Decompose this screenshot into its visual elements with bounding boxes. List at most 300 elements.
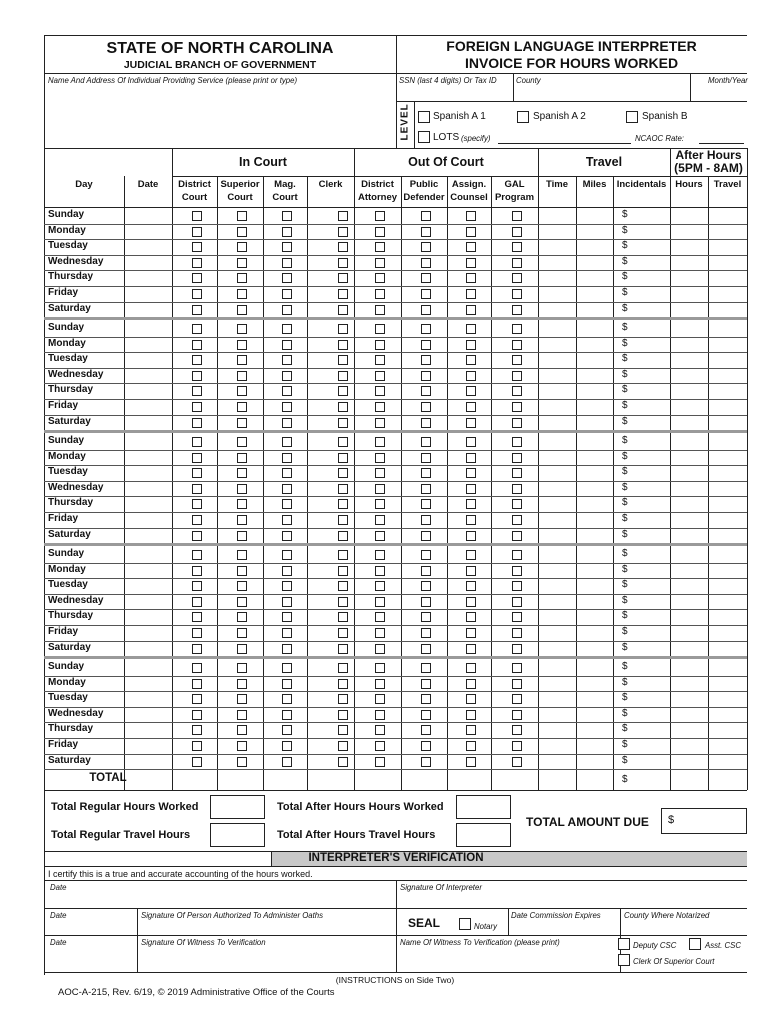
service-checkbox[interactable] — [237, 725, 247, 735]
service-checkbox[interactable] — [375, 644, 385, 654]
service-checkbox[interactable] — [512, 644, 522, 654]
service-checkbox[interactable] — [237, 402, 247, 412]
service-checkbox[interactable] — [282, 242, 292, 252]
service-checkbox[interactable] — [421, 371, 431, 381]
service-checkbox[interactable] — [375, 566, 385, 576]
service-checkbox[interactable] — [192, 324, 202, 334]
service-checkbox[interactable] — [192, 644, 202, 654]
service-checkbox[interactable] — [237, 531, 247, 541]
service-checkbox[interactable] — [466, 597, 476, 607]
service-checkbox[interactable] — [237, 386, 247, 396]
service-checkbox[interactable] — [375, 289, 385, 299]
service-checkbox[interactable] — [338, 418, 348, 428]
service-checkbox[interactable] — [192, 402, 202, 412]
service-checkbox[interactable] — [512, 499, 522, 509]
service-checkbox[interactable] — [282, 741, 292, 751]
service-checkbox[interactable] — [375, 741, 385, 751]
service-checkbox[interactable] — [338, 211, 348, 221]
service-checkbox[interactable] — [421, 628, 431, 638]
service-checkbox[interactable] — [466, 694, 476, 704]
service-checkbox[interactable] — [512, 289, 522, 299]
service-checkbox[interactable] — [421, 305, 431, 315]
service-checkbox[interactable] — [192, 227, 202, 237]
service-checkbox[interactable] — [192, 258, 202, 268]
service-checkbox[interactable] — [375, 211, 385, 221]
service-checkbox[interactable] — [466, 757, 476, 767]
service-checkbox[interactable] — [421, 612, 431, 622]
service-checkbox[interactable] — [282, 305, 292, 315]
service-checkbox[interactable] — [375, 663, 385, 673]
service-checkbox[interactable] — [237, 679, 247, 689]
service-checkbox[interactable] — [421, 694, 431, 704]
service-checkbox[interactable] — [338, 628, 348, 638]
service-checkbox[interactable] — [282, 663, 292, 673]
service-checkbox[interactable] — [282, 418, 292, 428]
spanish-b-checkbox[interactable] — [626, 111, 638, 123]
service-checkbox[interactable] — [237, 355, 247, 365]
service-checkbox[interactable] — [466, 242, 476, 252]
service-checkbox[interactable] — [421, 355, 431, 365]
service-checkbox[interactable] — [338, 694, 348, 704]
service-checkbox[interactable] — [512, 258, 522, 268]
service-checkbox[interactable] — [375, 484, 385, 494]
service-checkbox[interactable] — [466, 211, 476, 221]
service-checkbox[interactable] — [338, 550, 348, 560]
service-checkbox[interactable] — [282, 550, 292, 560]
service-checkbox[interactable] — [466, 402, 476, 412]
service-checkbox[interactable] — [338, 386, 348, 396]
service-checkbox[interactable] — [192, 550, 202, 560]
service-checkbox[interactable] — [282, 468, 292, 478]
service-checkbox[interactable] — [421, 741, 431, 751]
service-checkbox[interactable] — [466, 679, 476, 689]
service-checkbox[interactable] — [192, 386, 202, 396]
service-checkbox[interactable] — [192, 725, 202, 735]
incidentals-dollar: $ — [622, 369, 628, 380]
service-checkbox[interactable] — [512, 468, 522, 478]
service-checkbox[interactable] — [338, 725, 348, 735]
spanish-a2-checkbox[interactable] — [517, 111, 529, 123]
service-checkbox[interactable] — [466, 566, 476, 576]
service-checkbox[interactable] — [338, 710, 348, 720]
lots-input-line[interactable] — [498, 143, 631, 144]
service-checkbox[interactable] — [512, 663, 522, 673]
service-checkbox[interactable] — [421, 757, 431, 767]
service-checkbox[interactable] — [466, 386, 476, 396]
service-checkbox[interactable] — [512, 757, 522, 767]
service-checkbox[interactable] — [512, 418, 522, 428]
service-checkbox[interactable] — [512, 597, 522, 607]
service-checkbox[interactable] — [421, 418, 431, 428]
service-checkbox[interactable] — [338, 258, 348, 268]
service-checkbox[interactable] — [375, 402, 385, 412]
service-checkbox[interactable] — [237, 289, 247, 299]
service-checkbox[interactable] — [375, 694, 385, 704]
service-checkbox[interactable] — [421, 242, 431, 252]
service-checkbox[interactable] — [282, 273, 292, 283]
service-checkbox[interactable] — [421, 273, 431, 283]
service-checkbox[interactable] — [512, 515, 522, 525]
service-checkbox[interactable] — [421, 386, 431, 396]
service-checkbox[interactable] — [466, 499, 476, 509]
service-checkbox[interactable] — [466, 324, 476, 334]
service-checkbox[interactable] — [338, 305, 348, 315]
service-checkbox[interactable] — [466, 663, 476, 673]
service-checkbox[interactable] — [375, 710, 385, 720]
service-checkbox[interactable] — [282, 628, 292, 638]
service-checkbox[interactable] — [375, 757, 385, 767]
service-checkbox[interactable] — [282, 531, 292, 541]
service-checkbox[interactable] — [512, 550, 522, 560]
service-checkbox[interactable] — [375, 227, 385, 237]
total-regular-hours-box[interactable] — [210, 795, 265, 819]
service-checkbox[interactable] — [466, 741, 476, 751]
service-checkbox[interactable] — [512, 453, 522, 463]
service-checkbox[interactable] — [421, 340, 431, 350]
service-checkbox[interactable] — [192, 355, 202, 365]
service-checkbox[interactable] — [338, 242, 348, 252]
service-checkbox[interactable] — [192, 437, 202, 447]
service-checkbox[interactable] — [512, 710, 522, 720]
service-checkbox[interactable] — [421, 289, 431, 299]
service-checkbox[interactable] — [237, 612, 247, 622]
service-checkbox[interactable] — [282, 289, 292, 299]
service-checkbox[interactable] — [375, 386, 385, 396]
service-checkbox[interactable] — [512, 484, 522, 494]
service-checkbox[interactable] — [375, 679, 385, 689]
service-checkbox[interactable] — [237, 757, 247, 767]
service-checkbox[interactable] — [237, 371, 247, 381]
service-checkbox[interactable] — [192, 612, 202, 622]
service-checkbox[interactable] — [512, 566, 522, 576]
service-checkbox[interactable] — [237, 418, 247, 428]
service-checkbox[interactable] — [466, 581, 476, 591]
service-checkbox[interactable] — [466, 273, 476, 283]
service-checkbox[interactable] — [192, 597, 202, 607]
total-after-hours-box[interactable] — [456, 795, 511, 819]
service-checkbox[interactable] — [512, 355, 522, 365]
service-checkbox[interactable] — [466, 612, 476, 622]
service-checkbox[interactable] — [237, 663, 247, 673]
lots-checkbox[interactable] — [418, 131, 430, 143]
service-checkbox[interactable] — [421, 566, 431, 576]
service-checkbox[interactable] — [466, 258, 476, 268]
service-checkbox[interactable] — [421, 644, 431, 654]
service-checkbox[interactable] — [338, 612, 348, 622]
service-checkbox[interactable] — [338, 663, 348, 673]
service-checkbox[interactable] — [375, 515, 385, 525]
total-regular-travel-box[interactable] — [210, 823, 265, 847]
service-checkbox[interactable] — [512, 581, 522, 591]
service-checkbox[interactable] — [466, 628, 476, 638]
service-checkbox[interactable] — [338, 227, 348, 237]
service-checkbox[interactable] — [282, 386, 292, 396]
service-checkbox[interactable] — [375, 612, 385, 622]
after-hours-header: After Hours — [675, 148, 742, 162]
service-checkbox[interactable] — [421, 515, 431, 525]
service-checkbox[interactable] — [375, 340, 385, 350]
service-checkbox[interactable] — [512, 340, 522, 350]
service-checkbox[interactable] — [192, 741, 202, 751]
spanish-a1-checkbox[interactable] — [418, 111, 430, 123]
service-checkbox[interactable] — [282, 679, 292, 689]
service-checkbox[interactable] — [192, 499, 202, 509]
service-checkbox[interactable] — [192, 694, 202, 704]
service-checkbox[interactable] — [466, 289, 476, 299]
service-checkbox[interactable] — [192, 531, 202, 541]
service-checkbox[interactable] — [192, 628, 202, 638]
service-checkbox[interactable] — [466, 515, 476, 525]
service-checkbox[interactable] — [282, 227, 292, 237]
service-checkbox[interactable] — [192, 453, 202, 463]
service-checkbox[interactable] — [421, 550, 431, 560]
ncaoc-rate-input-line[interactable] — [699, 143, 744, 144]
notary-checkbox[interactable] — [459, 918, 471, 930]
service-checkbox[interactable] — [375, 628, 385, 638]
service-checkbox[interactable] — [338, 566, 348, 576]
service-checkbox[interactable] — [192, 468, 202, 478]
service-checkbox[interactable] — [421, 468, 431, 478]
service-checkbox[interactable] — [192, 289, 202, 299]
service-checkbox[interactable] — [512, 371, 522, 381]
service-checkbox[interactable] — [282, 644, 292, 654]
service-checkbox[interactable] — [466, 437, 476, 447]
service-checkbox[interactable] — [192, 757, 202, 767]
name-witness-label: Name Of Witness To Verification (please print) — [400, 938, 560, 947]
service-checkbox[interactable] — [192, 371, 202, 381]
service-checkbox[interactable] — [466, 644, 476, 654]
service-checkbox[interactable] — [338, 355, 348, 365]
service-checkbox[interactable] — [237, 515, 247, 525]
service-checkbox[interactable] — [466, 355, 476, 365]
name-address-input[interactable] — [45, 86, 395, 147]
service-checkbox[interactable] — [421, 324, 431, 334]
service-checkbox[interactable] — [421, 437, 431, 447]
service-checkbox[interactable] — [421, 258, 431, 268]
service-checkbox[interactable] — [192, 710, 202, 720]
service-checkbox[interactable] — [237, 710, 247, 720]
service-checkbox[interactable] — [512, 531, 522, 541]
service-checkbox[interactable] — [282, 211, 292, 221]
total-amount-due-box[interactable] — [661, 808, 747, 834]
service-checkbox[interactable] — [282, 710, 292, 720]
service-checkbox[interactable] — [421, 499, 431, 509]
service-checkbox[interactable] — [512, 242, 522, 252]
service-checkbox[interactable] — [338, 371, 348, 381]
service-checkbox[interactable] — [512, 437, 522, 447]
service-checkbox[interactable] — [512, 305, 522, 315]
service-checkbox[interactable] — [282, 499, 292, 509]
service-checkbox[interactable] — [282, 453, 292, 463]
service-checkbox[interactable] — [237, 581, 247, 591]
service-checkbox[interactable] — [375, 324, 385, 334]
service-checkbox[interactable] — [466, 340, 476, 350]
service-checkbox[interactable] — [282, 484, 292, 494]
service-checkbox[interactable] — [282, 402, 292, 412]
service-checkbox[interactable] — [421, 581, 431, 591]
service-checkbox[interactable] — [237, 741, 247, 751]
service-checkbox[interactable] — [338, 484, 348, 494]
service-checkbox[interactable] — [421, 227, 431, 237]
service-checkbox[interactable] — [192, 418, 202, 428]
asst-csc-checkbox[interactable] — [689, 938, 701, 950]
service-checkbox[interactable] — [421, 484, 431, 494]
service-checkbox[interactable] — [237, 468, 247, 478]
service-checkbox[interactable] — [192, 242, 202, 252]
service-checkbox[interactable] — [192, 484, 202, 494]
service-checkbox[interactable] — [512, 227, 522, 237]
service-checkbox[interactable] — [237, 324, 247, 334]
service-checkbox[interactable] — [237, 305, 247, 315]
service-checkbox[interactable] — [512, 628, 522, 638]
service-checkbox[interactable] — [466, 418, 476, 428]
service-checkbox[interactable] — [338, 679, 348, 689]
service-checkbox[interactable] — [375, 597, 385, 607]
service-checkbox[interactable] — [237, 258, 247, 268]
service-checkbox[interactable] — [512, 402, 522, 412]
service-checkbox[interactable] — [466, 227, 476, 237]
service-checkbox[interactable] — [466, 710, 476, 720]
service-checkbox[interactable] — [466, 725, 476, 735]
service-checkbox[interactable] — [466, 468, 476, 478]
service-checkbox[interactable] — [338, 741, 348, 751]
service-checkbox[interactable] — [338, 757, 348, 767]
service-checkbox[interactable] — [237, 273, 247, 283]
total-after-travel-box[interactable] — [456, 823, 511, 847]
service-checkbox[interactable] — [512, 741, 522, 751]
col-header-2: District — [178, 179, 211, 190]
service-checkbox[interactable] — [338, 340, 348, 350]
deputy-csc-checkbox[interactable] — [618, 938, 630, 950]
service-checkbox[interactable] — [421, 710, 431, 720]
service-checkbox[interactable] — [282, 515, 292, 525]
service-checkbox[interactable] — [375, 273, 385, 283]
service-checkbox[interactable] — [237, 597, 247, 607]
service-checkbox[interactable] — [237, 499, 247, 509]
service-checkbox[interactable] — [375, 550, 385, 560]
service-checkbox[interactable] — [237, 340, 247, 350]
service-checkbox[interactable] — [282, 757, 292, 767]
service-checkbox[interactable] — [282, 612, 292, 622]
service-checkbox[interactable] — [282, 355, 292, 365]
service-checkbox[interactable] — [237, 242, 247, 252]
service-checkbox[interactable] — [375, 305, 385, 315]
service-checkbox[interactable] — [237, 453, 247, 463]
service-checkbox[interactable] — [512, 612, 522, 622]
service-checkbox[interactable] — [192, 581, 202, 591]
service-checkbox[interactable] — [338, 402, 348, 412]
service-checkbox[interactable] — [375, 468, 385, 478]
service-checkbox[interactable] — [237, 211, 247, 221]
service-checkbox[interactable] — [192, 566, 202, 576]
service-checkbox[interactable] — [466, 305, 476, 315]
service-checkbox[interactable] — [375, 725, 385, 735]
service-checkbox[interactable] — [282, 566, 292, 576]
service-checkbox[interactable] — [375, 371, 385, 381]
service-checkbox[interactable] — [338, 289, 348, 299]
service-checkbox[interactable] — [192, 340, 202, 350]
service-checkbox[interactable] — [192, 211, 202, 221]
service-checkbox[interactable] — [375, 355, 385, 365]
service-checkbox[interactable] — [375, 581, 385, 591]
service-checkbox[interactable] — [421, 453, 431, 463]
service-checkbox[interactable] — [421, 679, 431, 689]
service-checkbox[interactable] — [237, 694, 247, 704]
service-checkbox[interactable] — [282, 694, 292, 704]
service-checkbox[interactable] — [338, 644, 348, 654]
service-checkbox[interactable] — [375, 242, 385, 252]
service-checkbox[interactable] — [282, 324, 292, 334]
service-checkbox[interactable] — [237, 566, 247, 576]
service-checkbox[interactable] — [421, 597, 431, 607]
service-checkbox[interactable] — [282, 437, 292, 447]
service-checkbox[interactable] — [512, 725, 522, 735]
service-checkbox[interactable] — [237, 550, 247, 560]
service-checkbox[interactable] — [338, 468, 348, 478]
service-checkbox[interactable] — [282, 371, 292, 381]
service-checkbox[interactable] — [421, 402, 431, 412]
service-checkbox[interactable] — [192, 305, 202, 315]
service-checkbox[interactable] — [338, 597, 348, 607]
service-checkbox[interactable] — [237, 628, 247, 638]
service-checkbox[interactable] — [338, 515, 348, 525]
service-checkbox[interactable] — [338, 324, 348, 334]
service-checkbox[interactable] — [375, 437, 385, 447]
service-checkbox[interactable] — [375, 531, 385, 541]
service-checkbox[interactable] — [375, 258, 385, 268]
service-checkbox[interactable] — [512, 386, 522, 396]
service-checkbox[interactable] — [375, 453, 385, 463]
service-checkbox[interactable] — [512, 694, 522, 704]
service-checkbox[interactable] — [282, 725, 292, 735]
service-checkbox[interactable] — [192, 515, 202, 525]
service-checkbox[interactable] — [237, 437, 247, 447]
service-checkbox[interactable] — [338, 499, 348, 509]
service-checkbox[interactable] — [466, 371, 476, 381]
service-checkbox[interactable] — [192, 273, 202, 283]
service-checkbox[interactable] — [282, 581, 292, 591]
service-checkbox[interactable] — [282, 597, 292, 607]
service-checkbox[interactable] — [375, 499, 385, 509]
service-checkbox[interactable] — [421, 663, 431, 673]
service-checkbox[interactable] — [512, 211, 522, 221]
service-checkbox[interactable] — [237, 484, 247, 494]
service-checkbox[interactable] — [421, 531, 431, 541]
service-checkbox[interactable] — [282, 340, 292, 350]
service-checkbox[interactable] — [466, 484, 476, 494]
service-checkbox[interactable] — [512, 324, 522, 334]
service-checkbox[interactable] — [338, 437, 348, 447]
service-checkbox[interactable] — [192, 663, 202, 673]
service-checkbox[interactable] — [466, 453, 476, 463]
service-checkbox[interactable] — [421, 211, 431, 221]
service-checkbox[interactable] — [282, 258, 292, 268]
service-checkbox[interactable] — [338, 531, 348, 541]
service-checkbox[interactable] — [338, 273, 348, 283]
clerk-superior-checkbox[interactable] — [618, 954, 630, 966]
service-checkbox[interactable] — [237, 227, 247, 237]
service-checkbox[interactable] — [421, 725, 431, 735]
service-checkbox[interactable] — [237, 644, 247, 654]
service-checkbox[interactable] — [192, 679, 202, 689]
service-checkbox[interactable] — [338, 581, 348, 591]
service-checkbox[interactable] — [466, 550, 476, 560]
service-checkbox[interactable] — [375, 418, 385, 428]
service-checkbox[interactable] — [512, 273, 522, 283]
service-checkbox[interactable] — [512, 679, 522, 689]
service-checkbox[interactable] — [466, 531, 476, 541]
service-checkbox[interactable] — [338, 453, 348, 463]
